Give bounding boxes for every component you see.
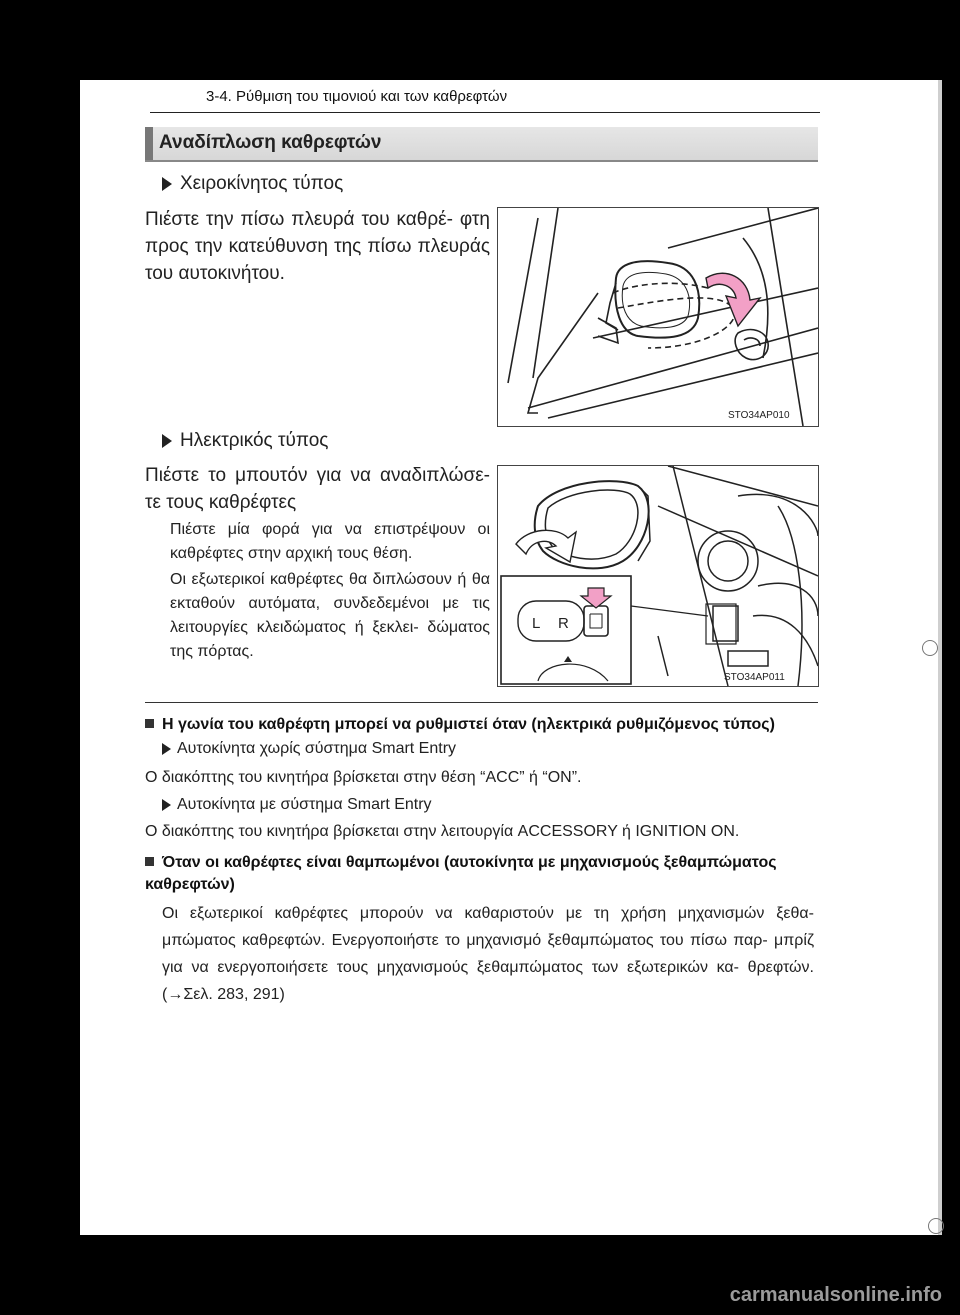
- fog-text: Οι εξωτερικοί καθρέφτες μπορούν να καθαριστούν με τη χρήση μηχανισμών ξεθα- μπώματος καθρεφτών. Ενεργοποιήστε το μηχανισμό ξεθαμπώματος του πίσω παρ- μπρίζ για να ενεργοποιήσετε τους μηχανισμούς ξεθαμπώματος των εξωτερικών κα- θρεφτών. (→Σελ. 283, 291): [162, 905, 814, 1003]
- registration-mark: [922, 640, 938, 656]
- arrow-bullet-icon: [162, 177, 172, 191]
- fog-heading-text: Όταν οι καθρέφτες είναι θαμπωμένοι (αυτοκίνητα με μηχανισμούς ξεθαμπώματος καθρεφτών): [145, 854, 777, 893]
- section-title-bar: [145, 127, 818, 162]
- angle-text-2: Ο διακόπτης του κινητήρα βρίσκεται στην λειτουργία ACCESSORY ή IGNITION ON.: [145, 823, 740, 840]
- angle-heading-text: Η γωνία του καθρέφτη μπορεί να ρυθμιστεί όταν (ηλεκτρικά ρυθμιζόμενος τύπος): [162, 716, 775, 733]
- square-bullet-icon: [145, 857, 154, 866]
- electric-type-heading: [162, 430, 328, 452]
- angle-sub-1-text: Αυτοκίνητα χωρίς σύστημα Smart Entry: [177, 740, 457, 757]
- running-head: 3-4. Ρύθμιση του τιμονιού και των καθρεφτών: [206, 88, 508, 105]
- electric-note-2: Οι εξωτερικοί καθρέφτες θα διπλώσουν ή θα εκταθούν αυτόματα, συνδεδεμένοι με τις λειτουργίες κλειδώματος ή ξεκλει- δώματος της πόρτας.: [170, 571, 490, 660]
- manual-mirror-figure: [497, 207, 819, 427]
- arrow-bullet-icon: [162, 743, 171, 755]
- manual-type-label: Χειροκίνητος τύπος: [180, 173, 344, 194]
- header-rule: [150, 112, 820, 113]
- electric-mirror-figure: [497, 465, 819, 687]
- square-bullet-icon: [145, 719, 154, 728]
- arrow-bullet-icon: [162, 434, 172, 448]
- section-bar-edge: [145, 127, 153, 160]
- manual-type-text: Πιέστε την πίσω πλευρά του καθρέ- φτη προς την κατεύθυνση της πίσω πλευράς του αυτοκινήτου.: [145, 209, 490, 284]
- angle-sub-1: [162, 735, 812, 762]
- section-title: Αναδίπλωση καθρεφτών: [159, 132, 382, 153]
- registration-mark: [928, 1218, 944, 1234]
- fog-heading: [145, 852, 825, 896]
- manual-type-heading: [162, 173, 343, 195]
- electric-figure-code: STO34AP011: [724, 672, 785, 683]
- electric-type-text: Πιέστε το μπουτόν για να αναδιπλώσε- τε τους καθρέφτες: [145, 465, 490, 513]
- electric-type-label: Ηλεκτρικός τύπος: [180, 430, 329, 451]
- arrow-bullet-icon: [162, 799, 171, 811]
- electric-note-1: Πιέστε μία φορά για να επιστρέψουν οι καθρέφτες στην αρχική τους θέση.: [170, 521, 490, 562]
- manual-figure-code: STO34AP010: [728, 410, 790, 421]
- angle-heading: [145, 714, 825, 736]
- page-edge-rule: [938, 80, 942, 1235]
- switch-left-label: L: [532, 615, 541, 632]
- angle-sub-2-text: Αυτοκίνητα με σύστημα Smart Entry: [177, 796, 432, 813]
- angle-sub-2: [162, 791, 812, 818]
- electric-mirror-illustration: [498, 466, 818, 686]
- watermark: carmanualsonline.info: [729, 1284, 942, 1306]
- angle-text-1: Ο διακόπτης του κινητήρα βρίσκεται στην θέση “ACC” ή “ON”.: [145, 769, 582, 786]
- section-divider: [145, 702, 818, 703]
- switch-right-label: R: [558, 615, 569, 632]
- manual-mirror-illustration: [498, 208, 818, 426]
